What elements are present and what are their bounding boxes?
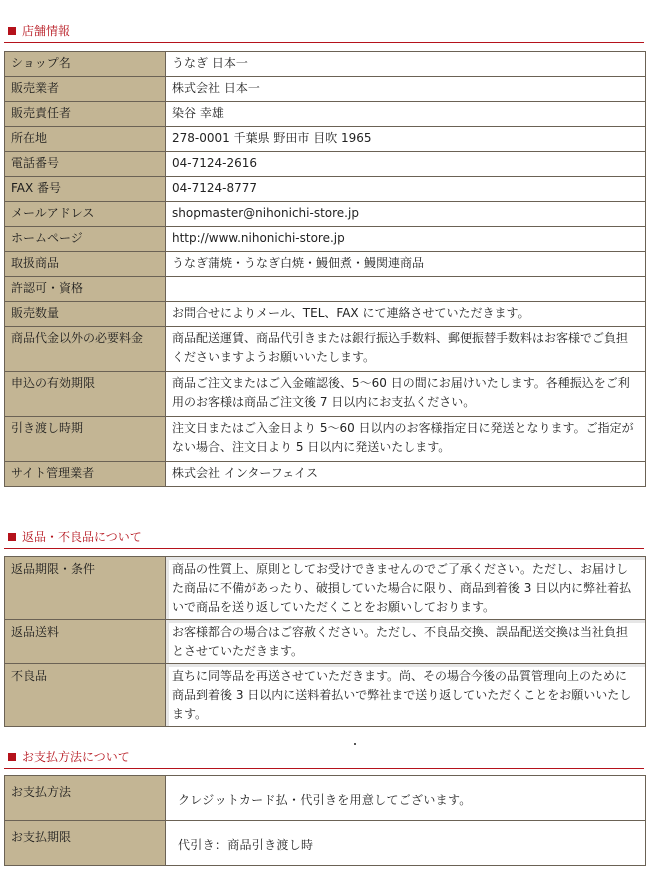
row-label: 許認可・資格 — [5, 277, 166, 302]
row-value: 商品配送運賃、商品代引きまたは銀行振込手数料、郵便振替手数料はお客様でご負担くださいますようお願いいたします。 — [166, 327, 646, 372]
square-bullet-icon — [8, 533, 16, 541]
returns-table — [4, 556, 646, 727]
stray-dot — [354, 743, 356, 745]
table-row — [5, 52, 646, 77]
row-value: 04-7124-2616 — [166, 152, 646, 177]
table-row — [5, 821, 646, 866]
row-label: 販売責任者 — [5, 102, 166, 127]
section-header-payment — [4, 748, 644, 769]
row-label: 販売数量 — [5, 302, 166, 327]
row-value: 商品の性質上、原則としてお受けできませんのでご了承ください。ただし、お届けした商品に不備があったり、破損していた場合に限り、商品到着後 3 日以内に弊社着払いで商品を送り返していただくことをお願いしております。 — [166, 557, 646, 620]
row-label: お支払方法 — [5, 776, 166, 821]
row-label: 返品期限・条件 — [5, 557, 166, 620]
payment-table — [4, 775, 646, 866]
row-label: ショップ名 — [5, 52, 166, 77]
table-row — [5, 177, 646, 202]
row-value: 染谷 幸雄 — [166, 102, 646, 127]
row-value: 04-7124-8777 — [166, 177, 646, 202]
table-row — [5, 620, 646, 664]
row-label: メールアドレス — [5, 202, 166, 227]
row-value: お問合せによりメール、TEL、FAX にて連絡させていただきます。 — [166, 302, 646, 327]
row-label: 不良品 — [5, 664, 166, 727]
row-label: 引き渡し時期 — [5, 417, 166, 462]
table-row — [5, 462, 646, 487]
row-value: うなぎ 日本一 — [166, 52, 646, 77]
table-row — [5, 77, 646, 102]
row-label: ホームページ — [5, 227, 166, 252]
section-title: 返品・不良品について — [22, 530, 142, 544]
table-row — [5, 227, 646, 252]
homepage-value: http://www.nihonichi-store.jp — [166, 227, 646, 252]
table-row — [5, 302, 646, 327]
section-title: お支払方法について — [22, 750, 130, 764]
square-bullet-icon — [8, 27, 16, 35]
table-row — [5, 152, 646, 177]
row-label: 所在地 — [5, 127, 166, 152]
table-row — [5, 277, 646, 302]
store-info-table — [4, 51, 646, 487]
table-row — [5, 417, 646, 462]
table-row — [5, 102, 646, 127]
row-value: 278-0001 千葉県 野田市 目吹 1965 — [166, 127, 646, 152]
table-row — [5, 202, 646, 227]
row-value: 株式会社 インターフェイス — [166, 462, 646, 487]
section-header-returns — [4, 528, 644, 549]
row-label: サイト管理業者 — [5, 462, 166, 487]
table-row — [5, 327, 646, 372]
table-row — [5, 372, 646, 417]
table-row — [5, 127, 646, 152]
table-row — [5, 664, 646, 727]
row-label: お支払期限 — [5, 821, 166, 866]
section-title: 店舗情報 — [22, 24, 71, 38]
email-value: shopmaster@nihonichi-store.jp — [166, 202, 646, 227]
row-label: 取扱商品 — [5, 252, 166, 277]
row-value: 注文日またはご入金日より 5～60 日以内のお客様指定日に発送となります。ご指定がない場合、注文日より 5 日以内に発送いたします。 — [166, 417, 646, 462]
table-row — [5, 776, 646, 821]
row-value — [166, 277, 646, 302]
row-value: うなぎ蒲焼・うなぎ白焼・鰻佃煮・鰻関連商品 — [166, 252, 646, 277]
table-row — [5, 252, 646, 277]
section-header-store-info — [4, 22, 644, 43]
square-bullet-icon — [8, 753, 16, 761]
row-label: FAX 番号 — [5, 177, 166, 202]
row-value: 直ちに同等品を再送させていただきます。尚、その場合今後の品質管理向上のために商品到着後 3 日以内に送料着払いで弊社まで送り返していただくことをお願いいたします。 — [166, 664, 646, 727]
row-value: 株式会社 日本一 — [166, 77, 646, 102]
row-value: 商品ご注文またはご入金確認後、5～60 日の間にお届けいたします。各種振込をご利用のお客様は商品ご注文後 7 日以内にお支払ください。 — [166, 372, 646, 417]
row-label: 申込の有効期限 — [5, 372, 166, 417]
row-label: 商品代金以外の必要料金 — [5, 327, 166, 372]
row-value: クレジットカード払・代引きを用意してございます。 — [166, 776, 646, 821]
row-label: 販売業者 — [5, 77, 166, 102]
row-value: お客様都合の場合はご容赦ください。ただし、不良品交換、誤品配送交換は当社負担とさせていただきます。 — [166, 620, 646, 664]
row-label: 電話番号 — [5, 152, 166, 177]
row-value: 代引き：商品引き渡し時 — [166, 821, 646, 866]
row-label: 返品送料 — [5, 620, 166, 664]
table-row — [5, 557, 646, 620]
